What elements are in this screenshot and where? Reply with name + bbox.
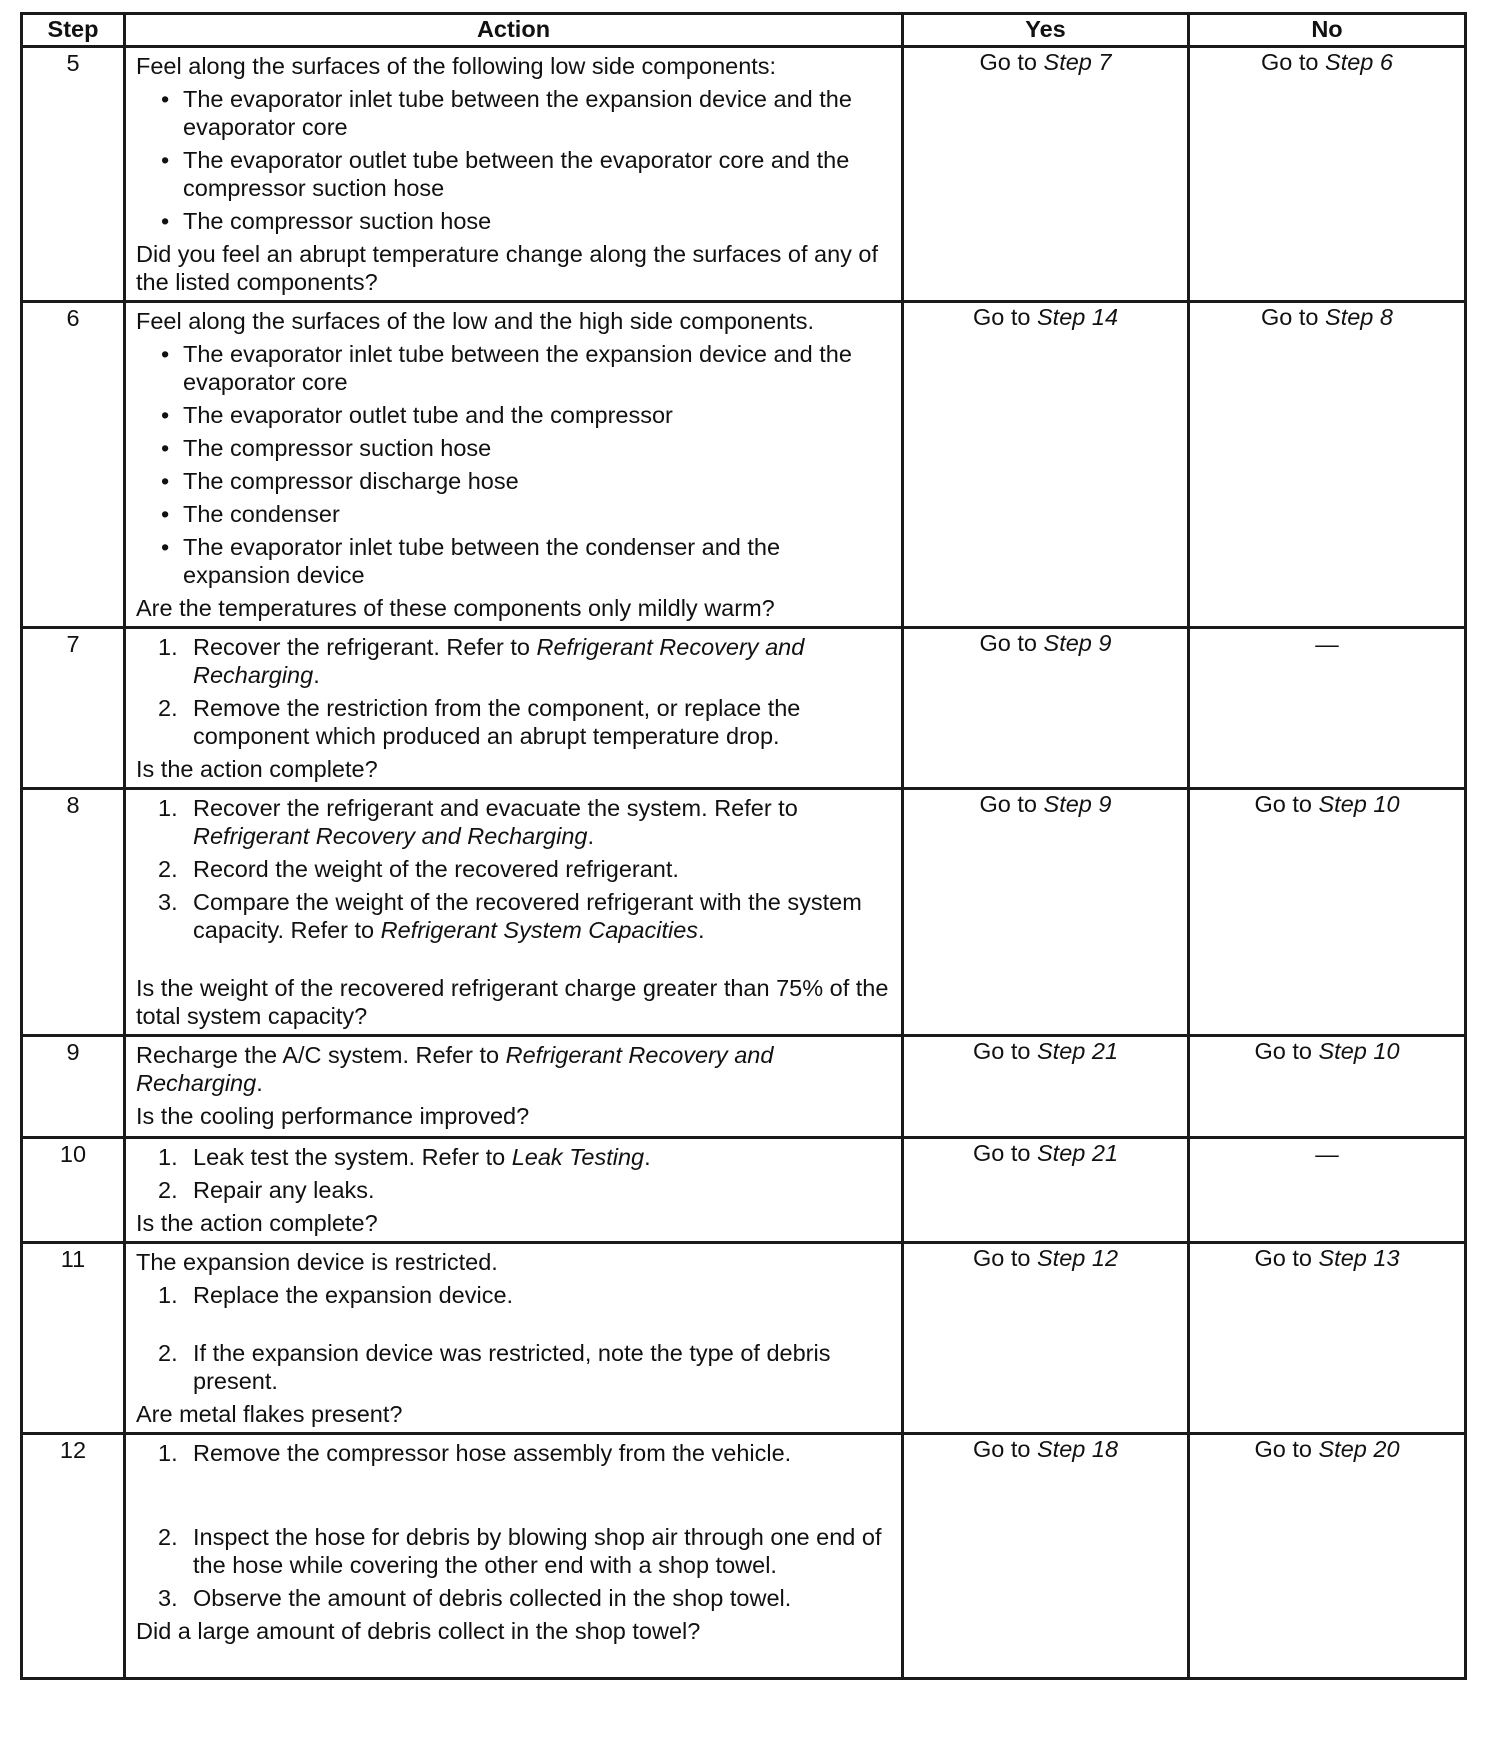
- procedure-list: [136, 794, 891, 944]
- diagnostic-steps-table: [20, 12, 1467, 1680]
- step-number: 6: [22, 302, 125, 628]
- list-item: 1. Remove the compressor hose assembly from the vehicle.: [158, 1440, 792, 1466]
- header-row: [22, 14, 1466, 47]
- action-cell: [125, 302, 903, 628]
- list-item: 2. Repair any leaks.: [158, 1177, 375, 1203]
- step-question: Are the temperatures of these components only mildly warm?: [136, 595, 775, 621]
- action-intro: Recharge the A/C system. Refer to Refrigerant Recovery and Recharging.: [136, 1042, 774, 1096]
- list-item: • The evaporator inlet tube between the expansion device and the evaporator core: [161, 341, 852, 395]
- step-question: Did a large amount of debris collect in the shop towel?: [136, 1618, 701, 1644]
- step-question: Are metal flakes present?: [136, 1401, 403, 1427]
- list-item: 3. Compare the weight of the recovered refrigerant with the system capacity. Refer to Refrigerant System Capacities.: [158, 889, 862, 943]
- step-number: 5: [22, 47, 125, 302]
- bullet-icon: •: [161, 208, 170, 234]
- list-item: 2. Inspect the hose for debris by blowing shop air through one end of the hose while covering the other end with a shop towel.: [158, 1524, 882, 1578]
- list-item: • The condenser: [161, 501, 340, 527]
- bullet-icon: •: [161, 435, 170, 461]
- step-number: 8: [22, 789, 125, 1036]
- action-intro: Feel along the surfaces of the following low side components:: [136, 53, 777, 79]
- action-cell: [125, 628, 903, 789]
- list-item: • The compressor discharge hose: [161, 468, 519, 494]
- bullet-icon: •: [161, 501, 170, 527]
- step-question: Is the action complete?: [136, 756, 378, 782]
- step-row-11: [22, 1243, 1466, 1434]
- action-cell: [125, 1243, 903, 1434]
- yes-result[interactable]: Go to Step 9: [903, 789, 1189, 1036]
- list-item: • The compressor suction hose: [161, 208, 492, 234]
- step-number: 12: [22, 1434, 125, 1679]
- list-item: 1. Recover the refrigerant and evacuate the system. Refer to Refrigerant Recovery and Recharging.: [158, 795, 798, 849]
- yes-result[interactable]: Go to Step 9: [903, 628, 1189, 789]
- list-item: 1. Leak test the system. Refer to Leak Testing.: [158, 1144, 651, 1170]
- action-intro: Feel along the surfaces of the low and the high side components.: [136, 308, 815, 334]
- bullet-icon: •: [161, 468, 170, 494]
- action-column-header: Action: [125, 14, 903, 47]
- step-question: Did you feel an abrupt temperature change along the surfaces of any of the listed components?: [136, 241, 879, 295]
- yes-result[interactable]: Go to Step 12: [903, 1243, 1189, 1434]
- list-item: 1. Recover the refrigerant. Refer to Refrigerant Recovery and Recharging.: [158, 634, 805, 688]
- step-row-6: [22, 302, 1466, 628]
- procedure-list: [136, 633, 891, 750]
- yes-result[interactable]: Go to Step 14: [903, 302, 1189, 628]
- step-row-10: [22, 1138, 1466, 1243]
- no-result[interactable]: Go to Step 6: [1189, 47, 1466, 302]
- no-result[interactable]: Go to Step 20: [1189, 1434, 1466, 1679]
- step-number: 9: [22, 1036, 125, 1138]
- list-item: 3. Observe the amount of debris collected in the shop towel.: [158, 1585, 792, 1611]
- step-question: Is the weight of the recovered refrigerant charge greater than 75% of the total system capacity?: [136, 975, 889, 1029]
- component-list: [136, 85, 891, 235]
- no-result[interactable]: Go to Step 13: [1189, 1243, 1466, 1434]
- yes-result[interactable]: Go to Step 18: [903, 1434, 1189, 1679]
- component-list: [136, 340, 891, 589]
- list-item: • The evaporator outlet tube and the compressor: [161, 402, 673, 428]
- procedure-list: [136, 1143, 891, 1204]
- action-cell: [125, 1138, 903, 1243]
- bullet-icon: •: [161, 534, 170, 560]
- bullet-icon: •: [161, 147, 170, 173]
- no-result[interactable]: Go to Step 10: [1189, 789, 1466, 1036]
- list-item: 2. Record the weight of the recovered refrigerant.: [158, 856, 679, 882]
- no-result[interactable]: Go to Step 8: [1189, 302, 1466, 628]
- bullet-icon: •: [161, 341, 170, 367]
- bullet-icon: •: [161, 402, 170, 428]
- diagnostic-table-page: [20, 12, 1464, 1680]
- procedure-list: [136, 1439, 891, 1612]
- list-item: 2. Remove the restriction from the component, or replace the component which produced an abrupt temperature drop.: [158, 695, 801, 749]
- list-item: • The evaporator inlet tube between the expansion device and the evaporator core: [161, 86, 852, 140]
- yes-result[interactable]: Go to Step 7: [903, 47, 1189, 302]
- step-question: Is the cooling performance improved?: [136, 1103, 530, 1129]
- procedure-list: [136, 1281, 891, 1395]
- step-number: 7: [22, 628, 125, 789]
- list-item: 2. If the expansion device was restricted, note the type of debris present.: [158, 1340, 831, 1394]
- no-result-none: —: [1189, 628, 1466, 789]
- list-item: • The evaporator outlet tube between the evaporator core and the compressor suction hose: [161, 147, 850, 201]
- step-row-5: [22, 47, 1466, 302]
- action-cell: [125, 47, 903, 302]
- step-row-12: [22, 1434, 1466, 1679]
- yes-result[interactable]: Go to Step 21: [903, 1138, 1189, 1243]
- step-row-7: [22, 628, 1466, 789]
- action-cell: [125, 789, 903, 1036]
- list-item: • The compressor suction hose: [161, 435, 492, 461]
- action-intro: The expansion device is restricted.: [136, 1249, 498, 1275]
- step-number: 11: [22, 1243, 125, 1434]
- step-row-8: [22, 789, 1466, 1036]
- no-result[interactable]: Go to Step 10: [1189, 1036, 1466, 1138]
- list-item: • The evaporator inlet tube between the condenser and the expansion device: [161, 534, 781, 588]
- step-column-header: Step: [22, 14, 125, 47]
- step-row-9: [22, 1036, 1466, 1138]
- yes-result[interactable]: Go to Step 21: [903, 1036, 1189, 1138]
- action-cell: [125, 1434, 903, 1679]
- action-cell: [125, 1036, 903, 1138]
- list-item: 1. Replace the expansion device.: [158, 1282, 514, 1308]
- yes-column-header: Yes: [903, 14, 1189, 47]
- bullet-icon: •: [161, 86, 170, 112]
- no-result-none: —: [1189, 1138, 1466, 1243]
- no-column-header: No: [1189, 14, 1466, 47]
- step-number: 10: [22, 1138, 125, 1243]
- step-question: Is the action complete?: [136, 1210, 378, 1236]
